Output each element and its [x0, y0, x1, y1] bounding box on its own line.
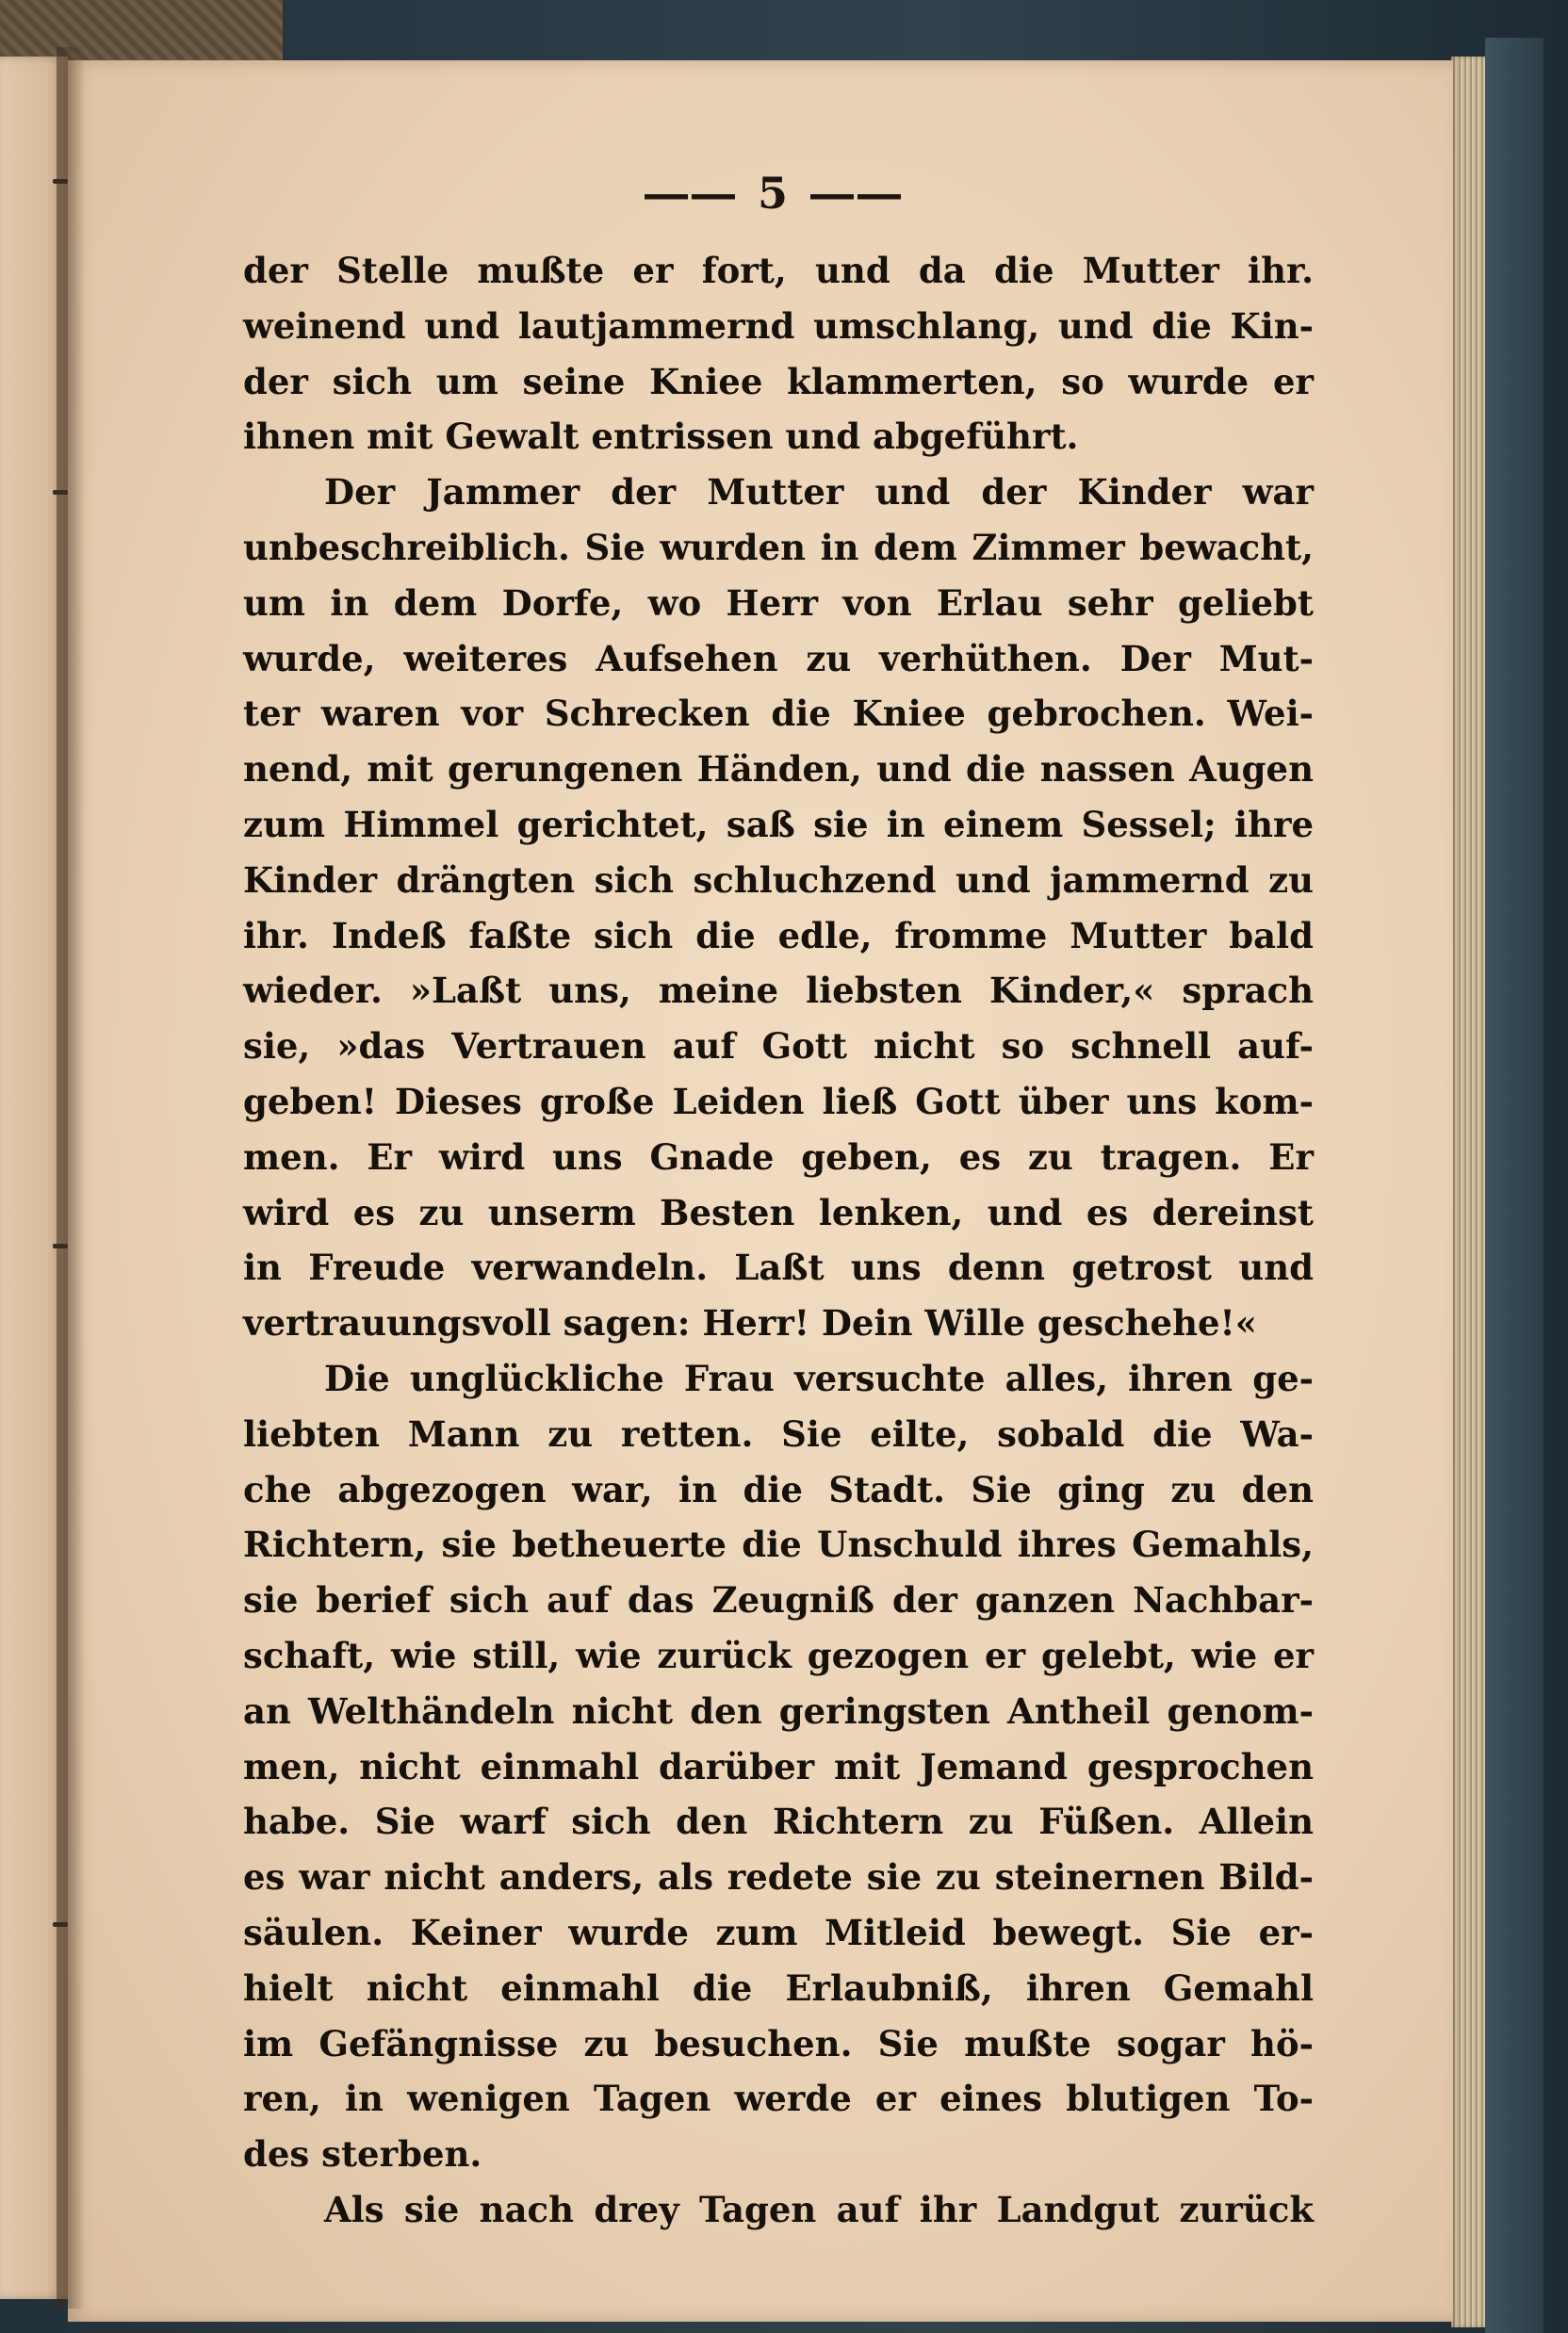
- text-line: zum Himmel gerichtet, saß sie in einem Sessel; ihre: [243, 803, 1314, 845]
- text-line: ihnen mit Gewalt entrissen und abgeführt.: [243, 416, 1079, 458]
- text-line: wurde, weiteres Aufsehen zu verhüthen. Der Mut-: [243, 637, 1314, 679]
- text-line: Richtern, sie betheuerte die Unschuld ihres Gemahls,: [243, 1524, 1314, 1566]
- text-line: sie berief sich auf das Zeugniß der ganzen Nachbar-: [243, 1579, 1314, 1622]
- text-line: sie, »das Vertrauen auf Gott nicht so schnell auf-: [243, 1025, 1314, 1068]
- text-line: des sterben.: [243, 2133, 482, 2176]
- text-line: an Welthändeln nicht den geringsten Antheil genom-: [243, 1689, 1314, 1732]
- binding-stitch: [53, 1922, 68, 1927]
- text-line: wieder. »Laßt uns, meine liebsten Kinder,« sprach: [243, 970, 1314, 1012]
- text-line: habe. Sie warf sich den Richtern zu Füßen. Allein: [243, 1801, 1314, 1843]
- text-line: um in dem Dorfe, wo Herr von Erlau sehr geliebt: [243, 581, 1314, 624]
- body-text: [243, 243, 1314, 2238]
- text-line: hielt nicht einmahl die Erlaubniß, ihren Gemahl: [243, 1966, 1314, 2009]
- text-line: men, nicht einmahl darüber mit Jemand gesprochen: [243, 1745, 1314, 1787]
- text-line: vertrauungsvoll sagen: Herr! Dein Wille geschehe!«: [243, 1302, 1257, 1345]
- text-line: es war nicht anders, als redete sie zu steinernen Bild-: [243, 1856, 1314, 1899]
- text-line: Kinder drängten sich schluchzend und jammernd zu: [243, 858, 1314, 901]
- text-line: ter waren vor Schrecken die Kniee gebrochen. Wei-: [243, 693, 1314, 735]
- text-line: weinend und lautjammernd umschlang, und die Kin-: [243, 304, 1314, 347]
- text-line: che abgezogen war, in die Stadt. Sie ging zu den: [243, 1468, 1314, 1510]
- text-line: ren, in wenigen Tagen werde er eines blutigen To-: [243, 2078, 1314, 2120]
- text-line: Als sie nach drey Tagen auf ihr Landgut zurück: [324, 2188, 1314, 2230]
- text-line: der sich um seine Kniee klammerten, so wurde er: [243, 360, 1314, 402]
- ornament-right: ――: [810, 168, 906, 219]
- text-line: Der Jammer der Mutter und der Kinder war: [324, 471, 1314, 514]
- text-line: wird es zu unserm Besten lenken, und es dereinst: [243, 1191, 1314, 1233]
- text-line: der Stelle mußte er fort, und da die Mutter ihr.: [243, 250, 1314, 291]
- text-line: Die unglückliche Frau versuchte alles, ihren ge-: [324, 1357, 1314, 1399]
- page-header: [633, 168, 916, 219]
- text-line: unbeschreiblich. Sie wurden in dem Zimmer bewacht,: [243, 526, 1314, 568]
- book-cover-edge: [1485, 38, 1544, 2333]
- page-fore-edge: [1451, 57, 1485, 2327]
- binding-stitch: [53, 179, 68, 184]
- text-line: schaft, wie still, wie zurück gezogen er gelebt, wie er: [243, 1634, 1314, 1676]
- text-line: in Freude verwandeln. Laßt uns denn getrost und: [243, 1247, 1314, 1289]
- gutter-shadow: [57, 47, 85, 2309]
- binding-stitch: [53, 490, 68, 495]
- text-line: säulen. Keiner wurde zum Mitleid bewegt. Sie er-: [243, 1911, 1314, 1953]
- text-line: liebten Mann zu retten. Sie eilte, sobald die Wa-: [243, 1412, 1314, 1455]
- text-line: men. Er wird uns Gnade geben, es zu tragen. Er: [243, 1135, 1314, 1178]
- ornament-left: ――: [644, 168, 739, 219]
- text-line: geben! Dieses große Leiden ließ Gott über uns kom-: [243, 1080, 1314, 1122]
- text-line: nend, mit gerungenen Händen, und die nassen Augen: [243, 748, 1314, 791]
- text-line: ihr. Indeß faßte sich die edle, fromme Mutter bald: [243, 914, 1314, 956]
- text-line: im Gefängnisse zu besuchen. Sie mußte sogar hö-: [243, 2022, 1314, 2064]
- page-number: 5: [757, 168, 792, 219]
- binding-stitch: [53, 1244, 68, 1248]
